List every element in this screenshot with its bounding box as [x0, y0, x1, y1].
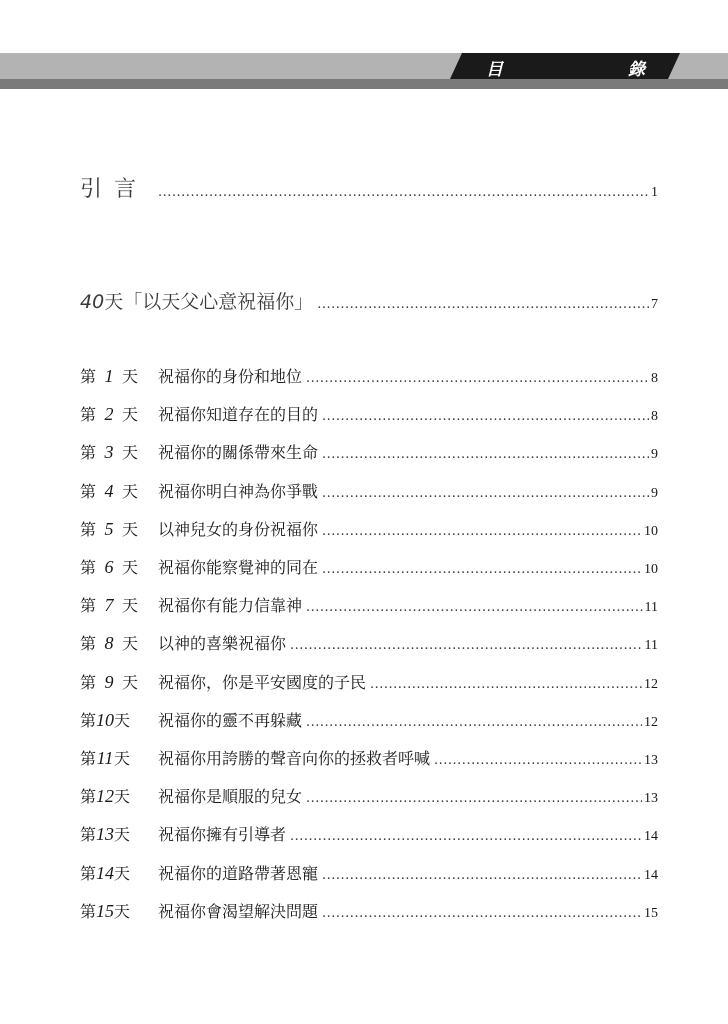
day-prefix: 第 [80, 672, 97, 692]
day-suffix: 天 [122, 405, 139, 425]
page-number: 10 [644, 523, 658, 539]
day-label [80, 631, 158, 654]
toc-entry-row[interactable] [80, 402, 658, 425]
page-number: 7 [651, 297, 658, 312]
toc-entry-row[interactable] [80, 708, 658, 731]
day-number: 15 [96, 900, 115, 921]
day-prefix: 第 [80, 710, 97, 730]
header-banner-shape [0, 53, 728, 89]
section-number: 40 [80, 291, 105, 313]
leader-dots [290, 829, 642, 844]
day-number: 2 [104, 404, 114, 425]
day-suffix: 天 [122, 519, 139, 539]
toc-entry-row[interactable] [80, 631, 658, 654]
toc-entry-row[interactable] [80, 861, 658, 884]
entry-title: 祝福你的關係帶來生命 [158, 443, 319, 463]
day-prefix: 第 [80, 596, 97, 616]
leader-dots [434, 753, 642, 768]
day-label [80, 822, 158, 845]
day-suffix: 天 [122, 634, 139, 654]
leader-dots [322, 486, 649, 501]
page-number: 14 [644, 829, 658, 845]
day-number: 5 [104, 518, 114, 539]
page-number: 8 [651, 371, 658, 386]
day-number: 13 [96, 824, 115, 845]
day-prefix: 第 [80, 558, 97, 577]
day-number: 6 [104, 557, 114, 577]
entry-title: 祝福你能察覺神的同在 [158, 558, 319, 577]
day-prefix: 第 [80, 367, 97, 386]
day-suffix: 天 [114, 710, 131, 730]
entry-title: 祝福你知道存在的目的 [158, 405, 319, 425]
entry-title: 祝福你有能力信靠神 [158, 596, 303, 616]
page-number: 13 [644, 791, 658, 807]
day-suffix: 天 [114, 749, 131, 768]
day-label [80, 593, 158, 616]
page-number: 1 [651, 185, 658, 200]
day-suffix: 天 [114, 825, 131, 845]
toc-intro-row[interactable] [80, 172, 658, 203]
day-number: 8 [104, 633, 114, 654]
toc-entry-row[interactable] [80, 822, 658, 845]
day-suffix: 天 [122, 672, 139, 692]
toc-entry-row[interactable] [80, 593, 658, 616]
toc-entry-row[interactable] [80, 479, 658, 502]
leader-dots [322, 562, 642, 577]
page-number: 9 [651, 447, 658, 463]
leader-dots [306, 600, 643, 615]
day-prefix: 第 [80, 443, 97, 463]
day-number: 14 [96, 862, 115, 883]
day-label [80, 861, 158, 884]
leader-dots [306, 715, 642, 730]
day-prefix: 第 [80, 634, 97, 654]
entry-title: 祝福你明白神為你爭戰 [158, 481, 319, 501]
day-label [80, 899, 158, 922]
leader-dots [322, 447, 649, 462]
day-label [80, 555, 158, 578]
day-number: 4 [104, 480, 114, 501]
day-label [80, 746, 158, 769]
leader-dots [322, 524, 642, 539]
header-title-left: 目 [486, 60, 503, 80]
toc-entry-row[interactable] [80, 746, 658, 769]
day-number: 9 [104, 671, 114, 692]
day-prefix: 第 [80, 863, 97, 883]
toc-entry-row[interactable] [80, 364, 658, 387]
page-number: 9 [651, 485, 658, 501]
day-label [80, 670, 158, 693]
leader-dots [370, 677, 642, 692]
page-number: 10 [644, 562, 658, 577]
day-label [80, 784, 158, 807]
day-number: 12 [96, 786, 115, 807]
day-suffix: 天 [122, 443, 139, 463]
header-title-right: 錄 [628, 60, 645, 80]
day-label [80, 479, 158, 502]
page-number: 14 [644, 867, 658, 883]
entry-title: 祝福你，你是平安國度的子民 [158, 672, 367, 692]
entry-title: 祝福你是順服的兒女 [158, 787, 303, 807]
toc-entry-row[interactable] [80, 517, 658, 540]
day-prefix: 第 [80, 787, 97, 807]
entry-title: 祝福你的靈不再躲藏 [158, 710, 303, 730]
day-suffix: 天 [114, 863, 131, 883]
day-number: 1 [104, 366, 114, 386]
intro-label: 引言 [80, 177, 149, 202]
leader-dots [322, 409, 649, 424]
entry-title: 以神的喜樂祝福你 [158, 634, 287, 654]
leader-dots [317, 297, 649, 312]
leader-dots [306, 371, 649, 386]
day-label [80, 708, 158, 731]
day-label [80, 440, 158, 463]
day-suffix: 天 [114, 787, 131, 807]
day-suffix: 天 [122, 558, 139, 577]
toc-entry-row[interactable] [80, 670, 658, 693]
day-number: 11 [96, 748, 114, 768]
section-title: 天「以天父心意祝福你」 [104, 291, 314, 313]
page-number: 13 [644, 753, 658, 768]
entry-title: 祝福你用誇勝的聲音向你的拯救者呼喊 [158, 749, 431, 768]
page-number: 11 [644, 638, 658, 654]
day-suffix: 天 [114, 901, 131, 921]
leader-dots [322, 906, 642, 921]
day-label [80, 517, 158, 540]
entry-title: 祝福你會渴望解決問題 [158, 901, 319, 921]
day-label [80, 364, 158, 387]
day-prefix: 第 [80, 519, 97, 539]
toc-entry-row[interactable] [80, 784, 658, 807]
day-prefix: 第 [80, 825, 97, 845]
leader-dots [290, 638, 643, 653]
page-number: 12 [644, 714, 658, 730]
toc-entry-row[interactable] [80, 899, 658, 922]
day-suffix: 天 [122, 596, 139, 616]
day-prefix: 第 [80, 901, 97, 921]
toc-section-row[interactable] [80, 287, 658, 314]
day-number: 10 [96, 709, 115, 730]
entry-title: 祝福你擁有引導者 [158, 825, 287, 845]
page-number: 15 [644, 905, 658, 921]
page-number: 11 [644, 600, 658, 616]
leader-dots [306, 791, 642, 806]
header-banner [0, 53, 728, 89]
day-suffix: 天 [122, 367, 139, 386]
day-prefix: 第 [80, 481, 97, 501]
day-number: 3 [104, 442, 114, 463]
day-label [80, 402, 158, 425]
page-number: 12 [644, 676, 658, 692]
entry-title: 祝福你的身份和地位 [158, 367, 303, 386]
day-prefix: 第 [80, 749, 97, 768]
section-heading [80, 287, 313, 314]
entry-title: 以神兒女的身份祝福你 [158, 519, 319, 539]
leader-dots [158, 185, 649, 200]
day-number: 7 [104, 595, 114, 616]
day-prefix: 第 [80, 405, 97, 425]
entry-title: 祝福你的道路帶著恩寵 [158, 863, 319, 883]
page-number: 8 [651, 409, 658, 425]
toc-entry-row[interactable] [80, 555, 658, 578]
day-suffix: 天 [122, 481, 139, 501]
leader-dots [322, 868, 642, 883]
toc-entry-row[interactable] [80, 440, 658, 463]
